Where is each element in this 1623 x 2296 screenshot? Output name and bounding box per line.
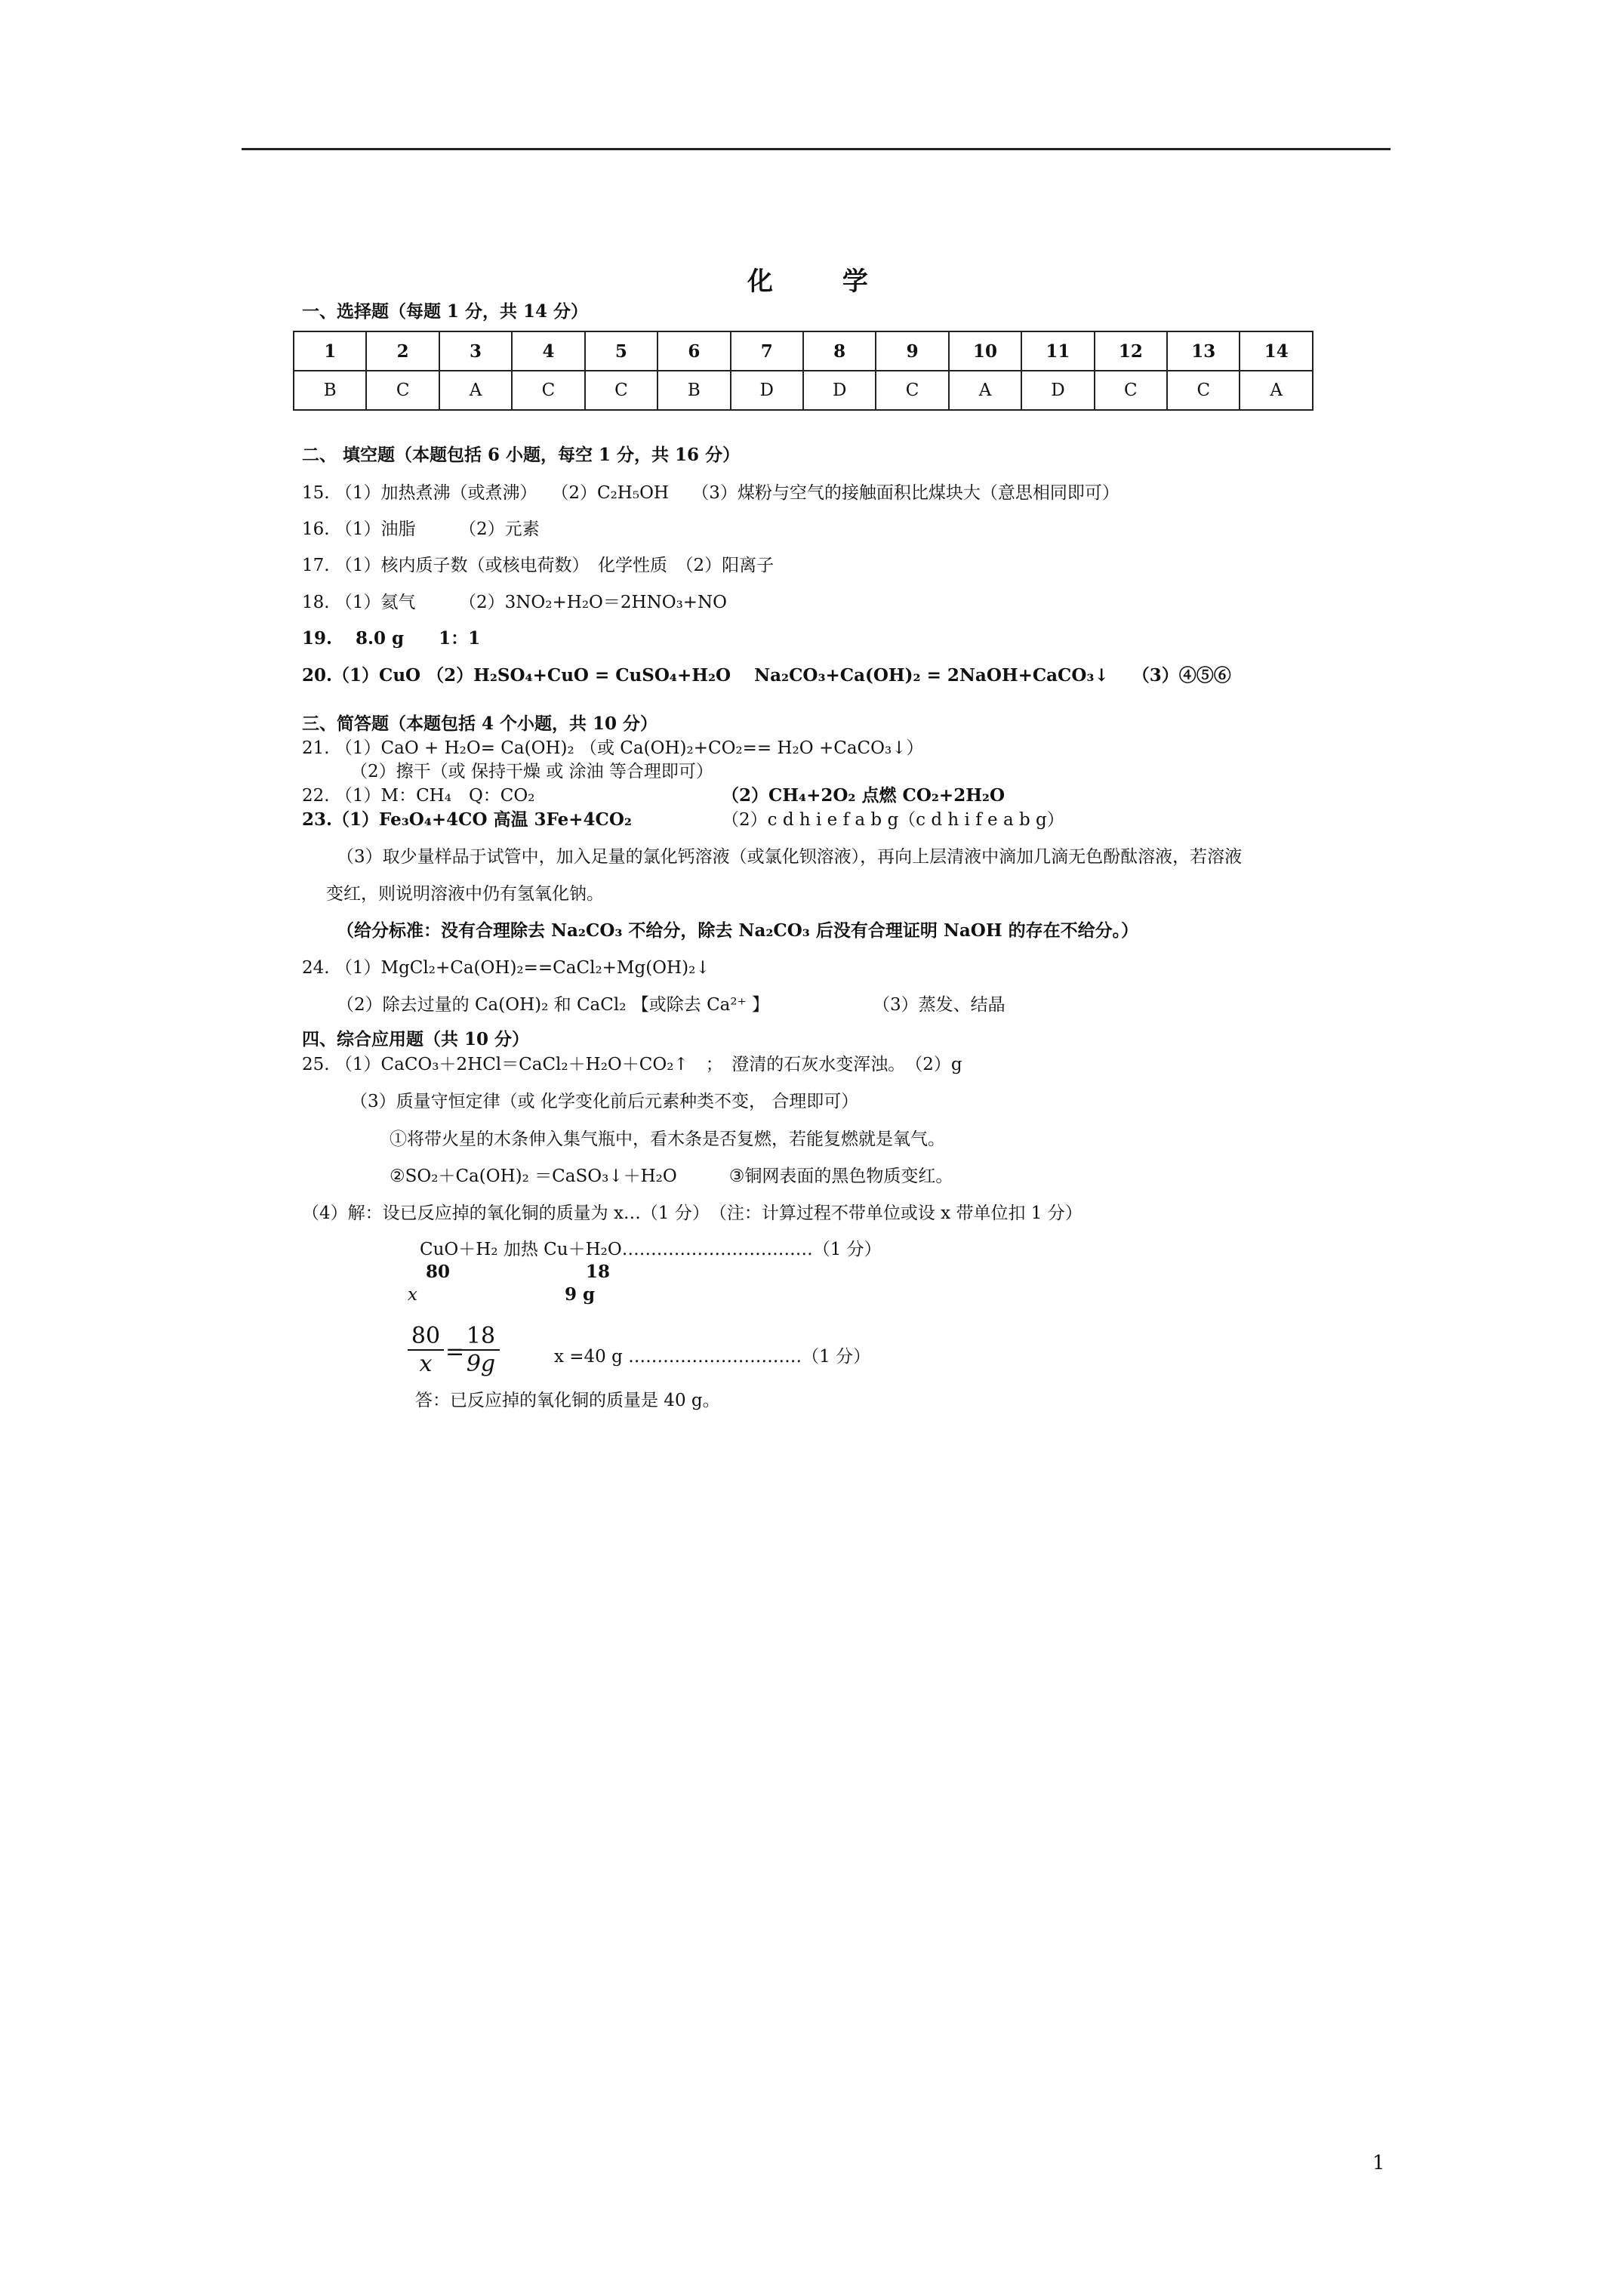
- question-number: 14: [1240, 331, 1313, 371]
- answer-line-24-1: 24. （1）MgCl₂+Ca(OH)₂==CaCl₂+Mg(OH)₂↓: [302, 958, 710, 978]
- fraction-left: [408, 1323, 444, 1377]
- answer-line-17: 17. （1）核内质子数（或核电荷数） 化学性质 （2）阳离子: [302, 556, 775, 575]
- answer-cell: D: [1021, 371, 1094, 410]
- answer-table: [293, 331, 1313, 411]
- answer-line-23-3-cont: 变红，则说明溶液中仍有氢氧化钠。: [326, 884, 604, 904]
- answer-line-22-2: （2）CH₄+2O₂ 点燃 CO₂+2H₂O: [722, 785, 1006, 806]
- answer-line-15: 15. （1）加热煮沸（或煮沸） （2）C₂H₅OH （3）煤粉与空气的接触面积比煤块大（意思相同即可）: [302, 483, 1119, 503]
- section4-heading: 四、综合应用题（共 10 分）: [302, 1029, 530, 1049]
- question-number: 10: [949, 331, 1021, 371]
- answer-line-25-1: 25. （1）CaCO₃＋2HCl＝CaCl₂＋H₂O＋CO₂↑ ； 澄清的石灰水变浑浊。 （2）g: [302, 1055, 962, 1074]
- answer-line-24-2: （2）除去过量的 Ca(OH)₂ 和 CaCl₂ 【或除去 Ca²⁺ 】: [337, 995, 770, 1015]
- answer-line-25-4: （4）解：设已反应掉的氧化铜的质量为 x…（1 分） （注：计算过程不带单位或设 x 带单位扣 1 分）: [302, 1203, 1083, 1223]
- table-row-answers: [294, 371, 1313, 410]
- question-number: 1: [294, 331, 366, 371]
- question-number: 8: [803, 331, 876, 371]
- fraction-left-numerator: 80: [408, 1323, 444, 1351]
- answer-line-25-3b: ②SO₂＋Ca(OH)₂ ＝CaSO₃↓＋H₂O ③铜网表面的黑色物质变红。: [390, 1166, 953, 1186]
- page-number: 1: [1372, 2152, 1385, 2174]
- answer-cell: C: [1167, 371, 1240, 410]
- question-number: 13: [1167, 331, 1240, 371]
- answer-line-16: 16. （1）油脂 （2）元素: [302, 519, 540, 539]
- answer-line-22-1: 22. （1）M：CH₄ Q：CO₂: [302, 786, 535, 806]
- answer-line-23-3: （3）取少量样品于试管中，加入足量的氯化钙溶液（或氯化钡溶液），再向上层清液中滴加几滴无色酚酞溶液，若溶液: [337, 847, 1243, 867]
- question-number: 12: [1095, 331, 1167, 371]
- fraction-left-denominator: x: [419, 1351, 433, 1377]
- answer-line-23-1: 23.（1）Fe₃O₄+4CO 高温 3Fe+4CO₂: [302, 809, 632, 830]
- answer-cell: A: [1240, 371, 1313, 410]
- equals-sign: =: [445, 1339, 465, 1365]
- answer-cell: D: [731, 371, 803, 410]
- section1-heading: 一、选择题（每题 1 分，共 14 分）: [302, 301, 589, 322]
- final-answer: 答：已反应掉的氧化铜的质量是 40 g。: [415, 1391, 720, 1410]
- answer-cell: C: [366, 371, 439, 410]
- answer-cell: C: [512, 371, 584, 410]
- question-number: 6: [658, 331, 730, 371]
- fraction-right-numerator: 18: [462, 1323, 500, 1351]
- result-line: x =40 g …………………………（1 分）: [554, 1347, 871, 1367]
- answer-line-20: 20.（1）CuO （2）H₂SO₄+CuO = CuSO₄+H₂O Na₂CO₃+Ca(OH)₂ = 2NaOH+CaCO₃↓ （3）④⑤⑥: [302, 665, 1231, 686]
- answer-cell: C: [1095, 371, 1167, 410]
- answer-line-19: 19. 8.0 g 1：1: [302, 628, 481, 649]
- section2-heading: 二、 填空题（本题包括 6 小题，每空 1 分，共 16 分）: [302, 445, 741, 465]
- fraction-right: [462, 1323, 500, 1377]
- answer-line-18: 18. （1）氦气 （2）3NO₂+H₂O＝2HNO₃+NO: [302, 593, 728, 612]
- section3-heading: 三、简答题（本题包括 4 个小题，共 10 分）: [302, 713, 658, 734]
- equation-line: CuO＋H₂ 加热 Cu＋H₂O……………………………（1 分）: [420, 1240, 882, 1259]
- answer-line-21-1: 21. （1）CaO + H₂O= Ca(OH)₂ （或 Ca(OH)₂+CO₂== H₂O +CaCO₃↓）: [302, 738, 924, 758]
- header-rule: [242, 148, 1390, 150]
- answer-line-21-2: （2）擦干（或 保持干燥 或 涂油 等合理即可）: [350, 762, 713, 781]
- answer-cell: C: [876, 371, 948, 410]
- answer-line-23-2: （2）c d h i e f a b g（c d h i f e a b g）: [722, 810, 1064, 830]
- molar-mass-h2o: 18: [586, 1262, 611, 1282]
- answer-cell: A: [439, 371, 512, 410]
- answer-line-25-3a: ①将带火星的木条伸入集气瓶中，看木条是否复燃，若能复燃就是氧气。: [390, 1130, 945, 1149]
- answer-cell: B: [294, 371, 366, 410]
- unknown-x: x: [408, 1285, 417, 1305]
- question-number: 3: [439, 331, 512, 371]
- answer-cell: B: [658, 371, 730, 410]
- page-title: 化 学: [747, 267, 898, 297]
- fraction-right-denominator: 9g: [466, 1351, 496, 1377]
- answer-cell: D: [803, 371, 876, 410]
- mass-water: 9 g: [565, 1284, 596, 1305]
- answer-line-24-3: （3）蒸发、结晶: [873, 995, 1006, 1015]
- table-row-numbers: [294, 331, 1313, 371]
- answer-cell: C: [585, 371, 658, 410]
- answer-line-25-3: （3）质量守恒定律（或 化学变化前后元素种类不变， 合理即可）: [350, 1092, 859, 1111]
- question-number: 7: [731, 331, 803, 371]
- molar-mass-cuo: 80: [426, 1262, 451, 1282]
- question-number: 2: [366, 331, 439, 371]
- question-number: 4: [512, 331, 584, 371]
- question-number: 9: [876, 331, 948, 371]
- answer-cell: A: [949, 371, 1021, 410]
- question-number: 11: [1021, 331, 1094, 371]
- question-number: 5: [585, 331, 658, 371]
- grading-note: （给分标准：没有合理除去 Na₂CO₃ 不给分，除去 Na₂CO₃ 后没有合理证明 NaOH 的存在不给分。）: [337, 920, 1139, 941]
